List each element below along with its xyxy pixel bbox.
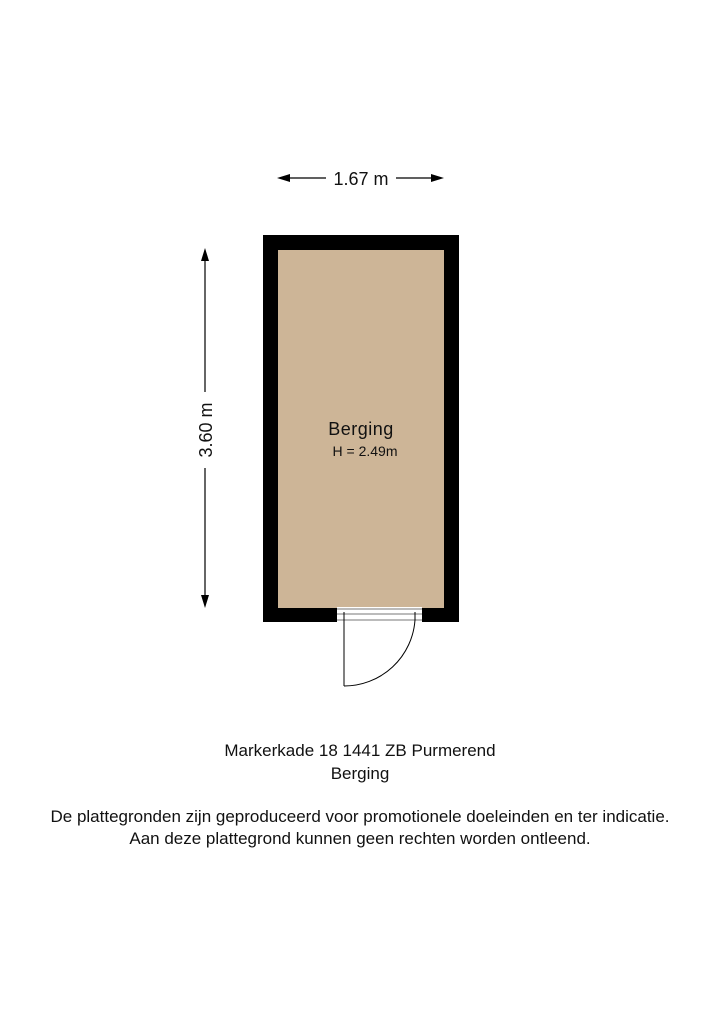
address: Markerkade 18 1441 ZB Purmerend [224, 741, 496, 760]
width-label: 1.67 m [333, 169, 389, 189]
arrow-left-icon [277, 174, 290, 182]
length-label: 3.60 m [196, 402, 216, 458]
disclaimer-line-2: Aan deze plattegrond kunnen geen rechten worden ontleend. [129, 829, 591, 848]
disclaimer-line-1: De plattegronden zijn geproduceerd voor promotionele doeleinden en ter indicatie. [50, 807, 670, 826]
arrow-down-icon [201, 595, 209, 608]
floor-name: Berging [330, 764, 390, 783]
width-dimension [277, 169, 444, 189]
room-name: Berging [328, 419, 394, 439]
arrow-up-icon [201, 248, 209, 261]
room-height: H = 2.49m [332, 443, 398, 459]
arrow-right-icon [431, 174, 444, 182]
length-dimension [196, 248, 216, 608]
